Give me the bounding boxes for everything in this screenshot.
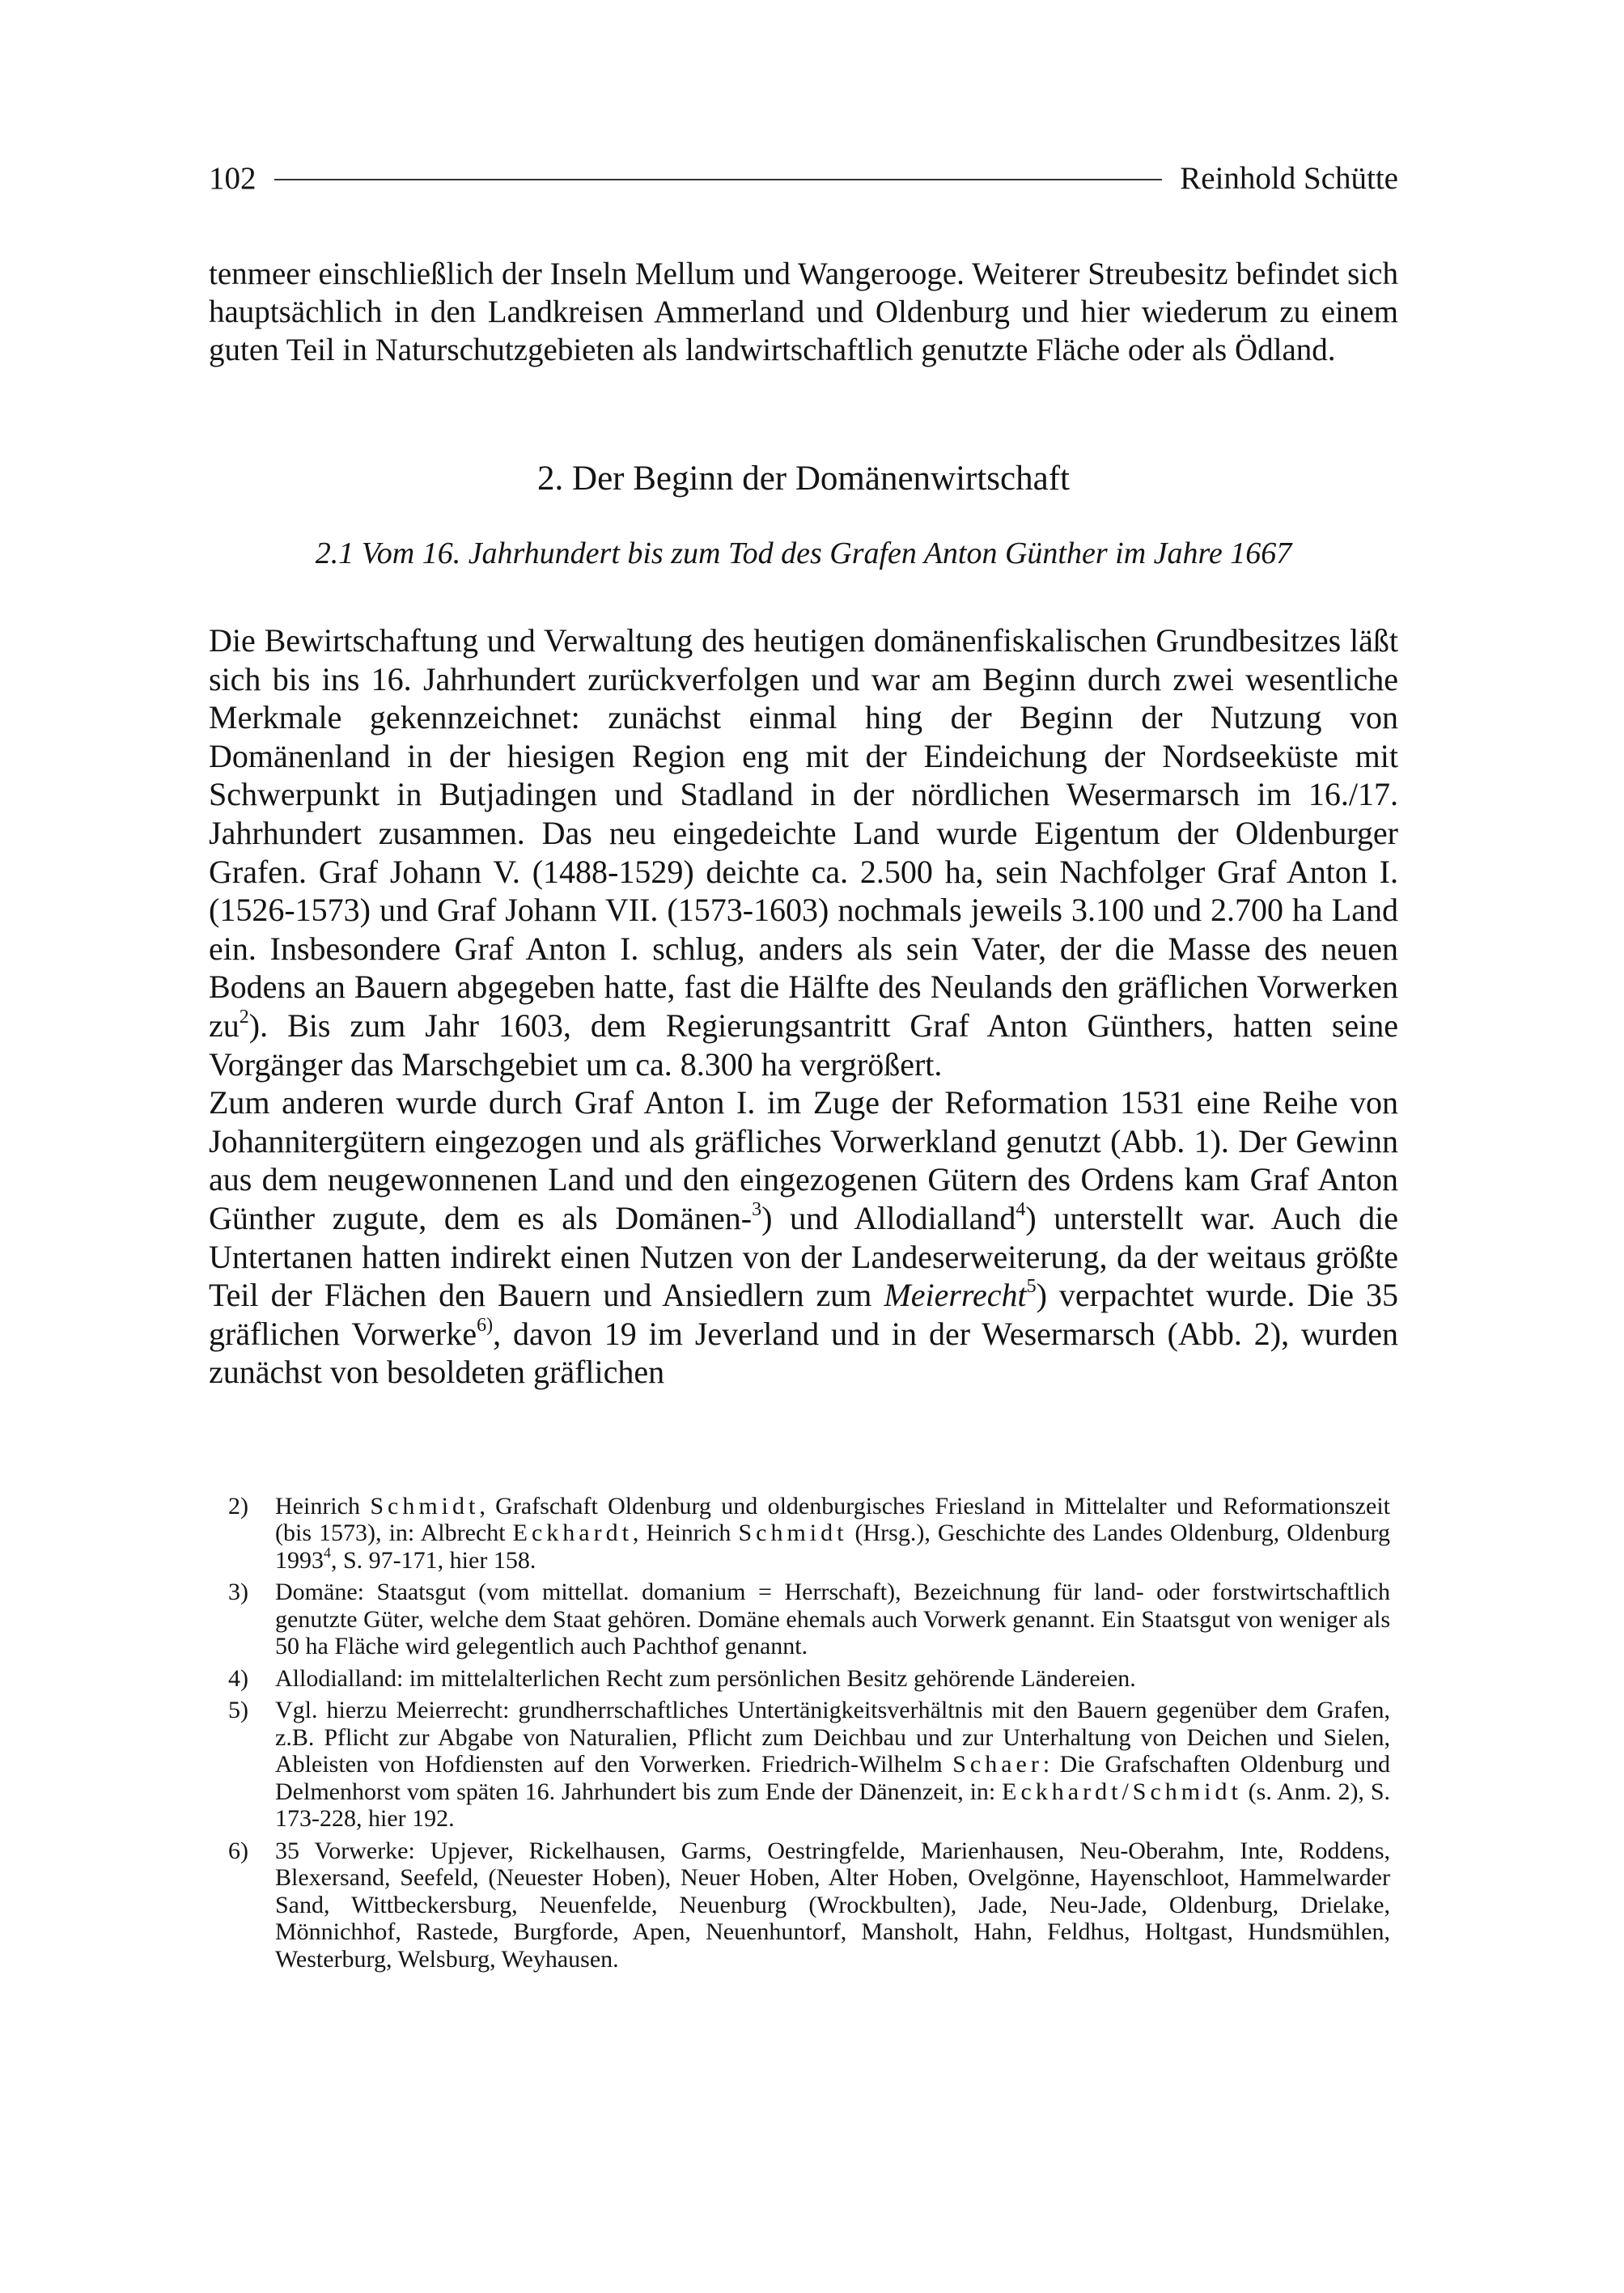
intro-paragraph: tenmeer einschließlich der Inseln Mellum und Wangerooge. Weiterer Streubesitz befindet sich hauptsächlich in den Landkreisen Ammerland und Oldenburg und hier wiederum zu einem guten Teil in Naturschutzgebieten als landwirtschaftlich genutzte Fläche oder als Ödland. <box>209 256 1398 367</box>
running-head <box>209 154 1398 202</box>
footnote-text <box>275 1493 1390 1575</box>
footnote-ref-2[interactable]: 2 <box>239 1007 249 1028</box>
footnote-ref-5[interactable]: 5 <box>1026 1276 1037 1298</box>
body-text: ) und Allodialland <box>761 1199 1016 1236</box>
footnote-text: Domäne: Staatsgut (vom mittellat. domanium = Herrschaft), Bezeichnung für land- oder forstwirtschaftlich genutzte Güter, welche dem Staat gehören. Domäne ehemals auch Vorwerk genannt. Ein Staatsgut von weniger als 50 ha Fläche wird gelegentlich auch Pachthof genannt. <box>275 1579 1390 1660</box>
footnote-part: (s. Anm. 2), S. 173-228, hier 192. <box>275 1778 1390 1833</box>
footnote-number: 4) <box>228 1664 248 1692</box>
author-name: Schmidt <box>738 1519 848 1547</box>
author-name: Eckhardt/Schmidt <box>1002 1778 1242 1805</box>
footnote-number: 6) <box>228 1837 248 1864</box>
footnotes <box>228 1493 1390 1973</box>
footnote-6 <box>228 1837 1390 1973</box>
body-text: ). Bis zum Jahr 1603, dem Regierungsantritt Graf Anton Günthers, hatten seine Vorgänger das Marschgebiet um ca. 8.300 ha vergrößert. <box>209 1007 1398 1083</box>
footnote-ref-4[interactable]: 4 <box>1016 1199 1026 1221</box>
footnote-5 <box>228 1697 1390 1833</box>
body-paragraph-2 <box>209 1083 1398 1392</box>
term-meierrecht: Meierrecht <box>884 1277 1027 1314</box>
footnote-part: , Grafschaft Oldenburg und oldenburgisches Friesland in Mittelalter und Reformationszeit (bis 1573), in: Albrecht <box>275 1492 1390 1547</box>
body-text: ) verpachtet wurde. Die 35 gräflichen Vorwerke <box>209 1277 1398 1352</box>
footnote-text <box>275 1697 1390 1833</box>
author-name: Schmidt <box>370 1492 480 1519</box>
subsection-heading: 2.1 Vom 16. Jahrhundert bis zum Tod des Grafen Anton Günther im Jahre 1667 <box>315 536 1292 570</box>
footnote-part: : Die Grafschaften Oldenburg und Delmenhorst vom späten 16. Jahrhundert bis zum Ende der Dänenzeit, in: <box>275 1751 1390 1805</box>
footnote-ref-6[interactable]: 6) <box>477 1314 494 1336</box>
footnote-4 <box>228 1665 1390 1693</box>
author-name: Schaer <box>952 1751 1043 1778</box>
page-number: 102 <box>209 160 257 196</box>
edition-superscript: 4 <box>324 1545 331 1562</box>
running-head-author: Reinhold Schütte <box>1180 160 1398 196</box>
footnote-number: 2) <box>228 1492 248 1519</box>
page <box>209 154 1398 1977</box>
body-text: ) unterstellt war. Auch die Untertanen hatten indirekt einen Nutzen von der Landeserweiterung, da der weitaus größte Teil der Flächen den Bauern und Ansiedlern zum <box>209 1199 1398 1314</box>
body-text: Die Bewirtschaftung und Verwaltung des heutigen domänenfiskalischen Grundbesitzes läßt sich bis ins 16. Jahrhundert zurückverfolgen und war am Beginn durch zwei wesentliche Merkmale gekennzeichnet: zunächst einmal hing der Beginn der Nutzung von Domänenland in der hiesigen Region eng mit der Eindeichung der Nordseeküste mit Schwerpunkt in Butjadingen und Stadland in der nördlichen Wesermarsch im 16./17. Jahrhundert zusammen. Das neu eingedeichte Land wurde Eigentum der Oldenburger Grafen. Graf Johann V. (1488-1529) deichte ca. 2.500 ha, sein Nachfolger Graf Anton I. (1526-1573) und Graf Johann VII. (1573-1603) nochmals jeweils 3.100 und 2.700 ha Land ein. Insbesondere Graf Anton I. schlug, anders als sein Vater, der die Masse des neuen Bodens an Bauern abgegeben hatte, fast die Hälfte des Neulands den gräflichen Vorwerken zu <box>209 622 1398 1044</box>
body-text: , davon 19 im Jeverland und in der Wesermarsch (Abb. 2), wurden zunächst von besoldeten gräflichen <box>209 1315 1398 1391</box>
body-paragraph-1 <box>209 621 1398 1083</box>
footnote-number: 3) <box>228 1579 248 1606</box>
footnote-number: 5) <box>228 1697 248 1724</box>
section-heading: 2. Der Beginn der Domänenwirtschaft <box>537 460 1070 498</box>
footnote-part: , Heinrich <box>632 1519 739 1547</box>
footnote-text: Allodialland: im mittelalterlichen Recht zum persönlichen Besitz gehörende Ländereien. <box>275 1664 1136 1692</box>
footnote-part: (Hrsg.), Geschichte des Landes Oldenburg, Oldenburg 1993 <box>275 1519 1390 1574</box>
main-text <box>209 621 1398 1392</box>
footnote-text: 35 Vorwerke: Upjever, Rickelhausen, Garms, Oestringfelde, Marienhausen, Neu-Oberahm, Inte, Roddens, Blexersand, Seefeld, (Neuester Hoben), Neuer Hoben, Alter Hoben, Ovelgönne, Hayenschloot, Hammelwarder Sand, Wittbeckersburg, Neuenfelde, Neuenburg (Wrockbulten), Jade, Neu-Jade, Oldenburg, Drielake, Mönnichhof, Rastede, Burgforde, Apen, Neuenhuntorf, Mansholt, Hahn, Feldhus, Holtgast, Hundsmühlen, Westerburg, Welsburg, Weyhausen. <box>275 1837 1390 1973</box>
footnote-part: , S. 97-171, hier 158. <box>331 1546 536 1574</box>
footnote-part: Heinrich <box>275 1492 371 1519</box>
author-name: Eckhardt <box>512 1519 633 1547</box>
header-rule <box>274 179 1163 180</box>
footnote-part: Vgl. hierzu Meierrecht: grundherrschaftliches Untertänigkeitsverhältnis mit den Bauern gegenüber dem Grafen, z.B. Pflicht zur Abgabe von Naturalien, Pflicht zum Deichbau und zur Unterhaltung von Deichen und Sielen, Ableisten von Hofdiensten auf den Vorwerken. Friedrich-Wilhelm <box>275 1697 1390 1778</box>
footnote-ref-3[interactable]: 3 <box>752 1199 762 1221</box>
footnote-3 <box>228 1579 1390 1660</box>
body-text: Zum anderen wurde durch Graf Anton I. im Zuge der Reformation 1531 eine Reihe von Johannitergütern eingezogen und als gräfliches Vorwerkland genutzt (Abb. 1). Der Gewinn aus dem neugewonnenen Land und den eingezogenen Gütern des Ordens kam Graf Anton Günther zugute, dem es als Domänen- <box>209 1084 1398 1236</box>
footnote-2 <box>228 1493 1390 1575</box>
